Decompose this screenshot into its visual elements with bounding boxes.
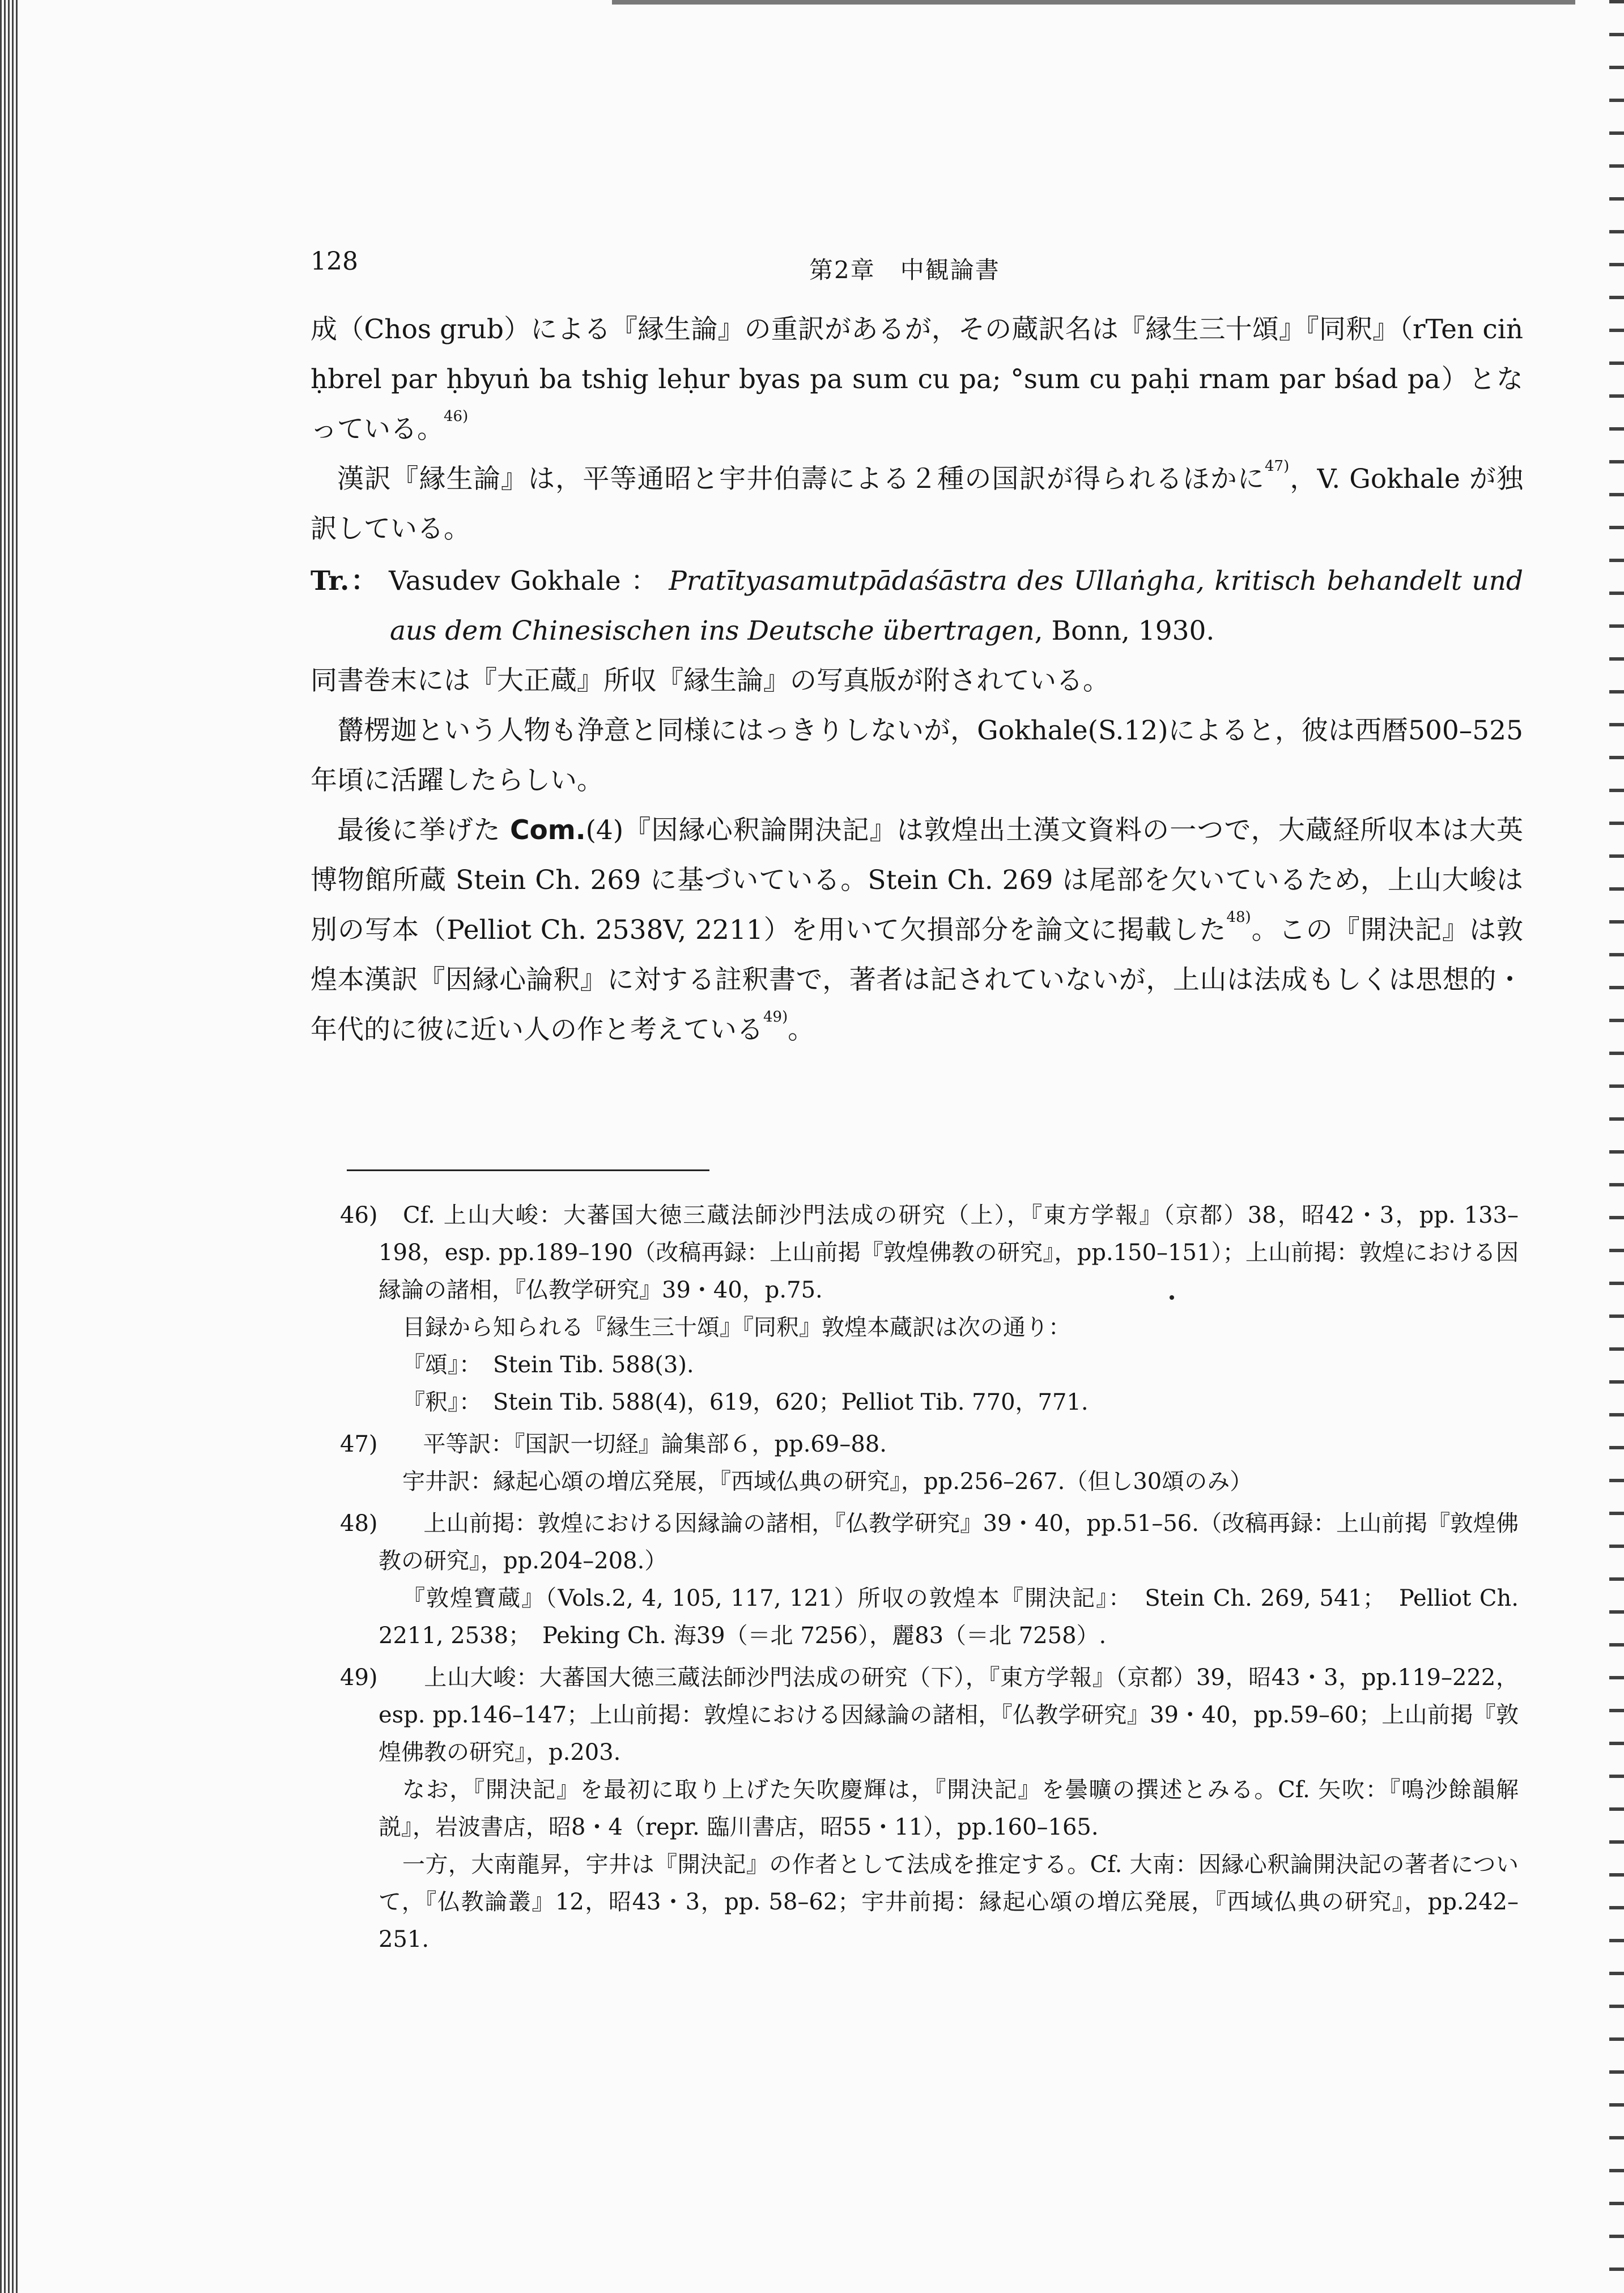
- footnote-ref-49[interactable]: 49): [763, 1009, 788, 1026]
- footnote-46-detail: 『頌』： Stein Tib. 588(3).: [402, 1352, 694, 1378]
- scan-top-edge: [612, 0, 1575, 5]
- paragraph: 最後に挙げた Com.(4)『因縁心釈論開決記』は敦煌出土漢文資料の一つで，大蔵経所収本は大英博物館所蔵 Stein Ch. 269 に基づいている。Stein Ch. 269 は尾部を欠いているため，上山大峻は別の写本（Pelliot Ch. 2538V, 2211）を用いて欠損部分を論文に掲載した$^{48)}$。この『開決記』は敦煌本漢訳『因縁心論釈』に対する註釈書で，著者は記されていないが，上山は法成もしくは思想的・年代的に彼に近い人の作と考えている$^{49)}$。: [311, 815, 1524, 1045]
- translation-title: Pratītyasamutpādaśāstra des Ullaṅgha, kritisch behandelt und aus dem Chinesischen ins Deutsche übertragen: [390, 565, 1523, 646]
- running-head: 第2章 中観論書: [809, 256, 1000, 284]
- footnote-49-detail: 一方，大南龍昇，宇井は『開決記』の作者として法成を推定する。Cf. 大南：因縁心釈論開決記の著者について，『仏教論叢』12，昭43・3，pp. 58–62；宇井前掲：縁起心頌の増広発展，『西域仏典の研究』，pp.242–251.: [379, 1852, 1519, 1952]
- footnote-divider: [347, 1169, 709, 1171]
- scan-page-edge: [1609, 0, 1624, 2293]
- footnote-49-detail: なお，『開決記』を最初に取り上げた矢吹慶輝は，『開決記』を曇曠の撰述とみる。Cf. 矢吹：『鳴沙餘韻解説』，岩波書店，昭8・4（repr. 臨川書店，昭55・11），pp.160–165.: [379, 1777, 1519, 1840]
- footnote-ref-48[interactable]: 48): [1226, 909, 1251, 926]
- footnote-47-detail: 宇井訳：縁起心頌の増広発展，『西域仏典の研究』，pp.256–267.（但し30頌のみ）: [402, 1469, 1253, 1495]
- footnote-ref-47[interactable]: 47): [1265, 458, 1290, 475]
- com-label: Com.: [509, 815, 586, 846]
- paragraph: 漢訳『縁生論』は，平等通昭と宇井伯壽による２種の国訳が得られるほかに$^{47)}$，V. Gokhale が独訳している。: [311, 458, 1523, 544]
- main-text: [311, 305, 1523, 1055]
- footnote-ref-46[interactable]: 46): [444, 408, 469, 425]
- footnote-49: 49) 上山大峻：大蕃国大徳三蔵法師沙門法成の研究（下），『東方学報』（京都）39，昭43・3，pp.119–222，esp. pp.146–147；上山前掲：敦煌における因縁論の諸相，『仏教学研究』39・40，pp.59–60；上山前掲『敦煌佛教の研究』，p.203.: [340, 1665, 1519, 1766]
- footnote-46-detail: 目録から知られる『縁生三十頌』『同釈』敦煌本蔵訳は次の通り：: [402, 1314, 1071, 1341]
- paragraph: 同書巻末には『大正蔵』所収『縁生論』の写真版が附されている。: [311, 665, 1109, 696]
- translation-publication: , Bonn, 1930.: [1034, 615, 1215, 646]
- footnote-47: 47) 平等訳：『国訳一切経』論集部６，pp.69–88.: [340, 1431, 887, 1457]
- footnotes: [340, 1197, 1519, 1958]
- footnote-46-detail: 『釈』： Stein Tib. 588(4)，619，620；Pelliot Tib. 770，771.: [402, 1389, 1089, 1415]
- translation-entry: [311, 556, 1523, 656]
- page-number: 128: [311, 247, 358, 276]
- footnote-48: 48) 上山前掲：敦煌における因縁論の諸相，『仏教学研究』39・40，pp.51–56.（改稿再録：上山前掲『敦煌佛教の研究』，pp.204–208.）: [340, 1511, 1519, 1574]
- translation-author: Vasudev Gokhale ：: [389, 565, 659, 597]
- paragraph: 成（Chos grub）による『縁生論』の重訳があるが，その蔵訳名は『縁生三十頌』『同釈』（rTen ciṅ ḥbrel par ḥbyuṅ ba tshig leḥur byas pa sum cu pa; °sum cu paḥi rnam par bśad pa）となっている。$^{46)}$: [311, 314, 1523, 445]
- footnote-46: 46) Cf. 上山大峻：大蕃国大徳三蔵法師沙門法成の研究（上），『東方学報』（京都）38，昭42・3，pp. 133–198，esp. pp.189–190（改稿再録：上山前掲『敦煌佛教の研究』，pp.150–151）；上山前掲：敦煌における因縁論の諸相，『仏教学研究』39・40，p.75.: [340, 1202, 1519, 1303]
- footnote-48-detail: 『敦煌寶蔵』（Vols.2, 4, 105, 117, 121）所収の敦煌本『開決記』： Stein Ch. 269, 541； Pelliot Ch. 2211, 2538； Peking Ch. 海39（＝北 7256），麗83（＝北 7258）.: [379, 1585, 1519, 1649]
- translation-label: Tr.：: [311, 565, 379, 597]
- scan-binding-edge: [0, 0, 19, 2293]
- paragraph: 欝楞迦という人物も浄意と同様にはっきりしないが，Gokhale(S.12)によると，彼は西暦500–525年頃に活躍したらしい。: [311, 715, 1523, 796]
